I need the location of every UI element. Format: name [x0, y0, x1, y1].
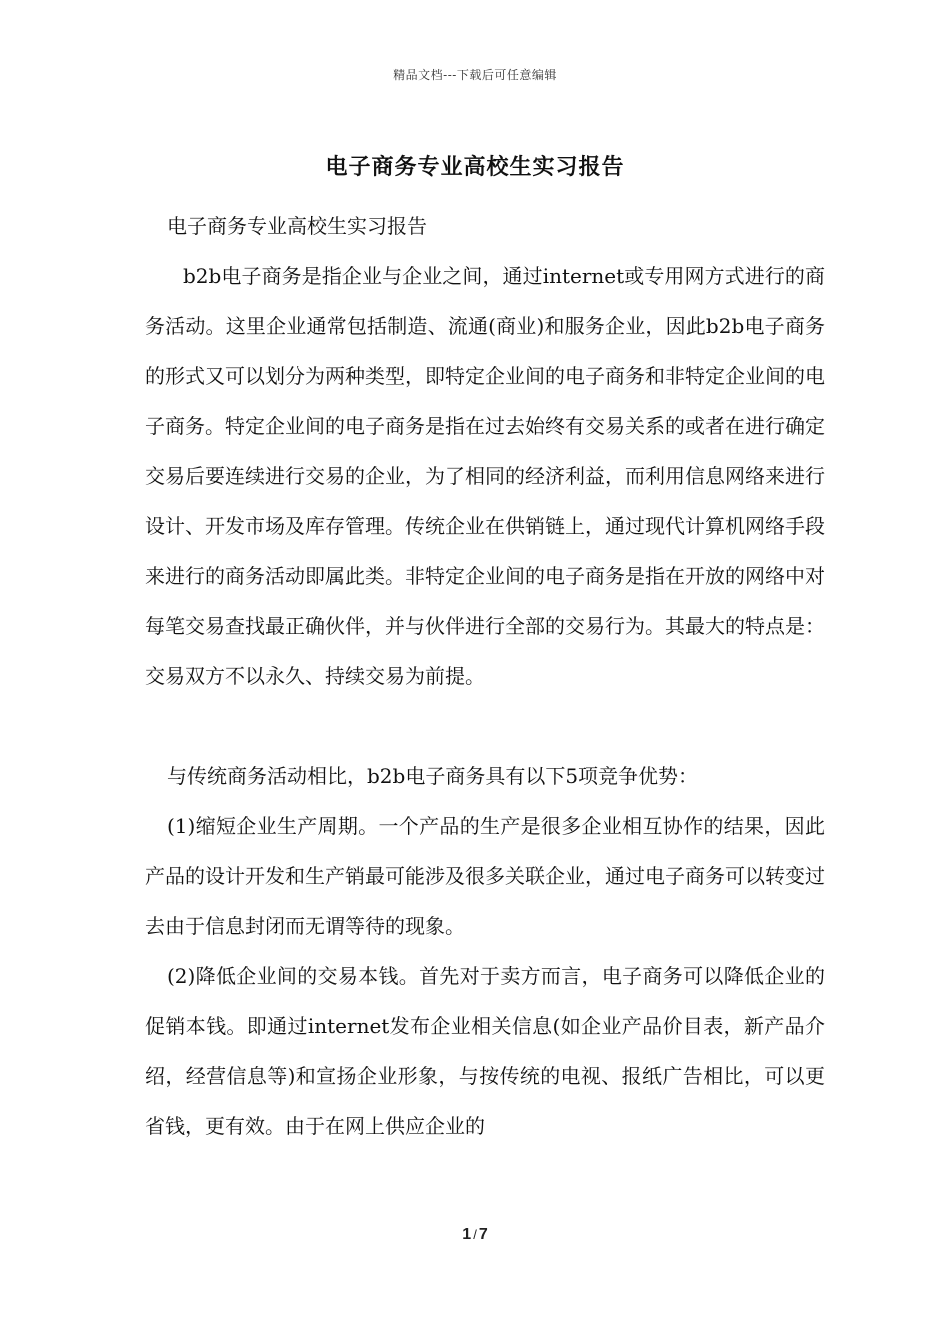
paragraph: 与传统商务活动相比，b2b电子商务具有以下5项竞争优势：: [167, 764, 699, 788]
document-subtitle: 电子商务专业高校生实习报告: [167, 214, 427, 238]
paragraph: (2)降低企业间的交易本钱。首先对于卖方而言，电子商务可以降低企业的促销本钱。即通过internet发布企业相关信息(如企业产品价目表，新产品介绍，经营信息等)和宣扬企业形象，与按传统的电视、报纸广告相比，可以更省钱，更有效。由于在网上供应企业的: [145, 964, 825, 1138]
total-pages-number: 7: [478, 1226, 488, 1243]
page-number: [0, 1226, 950, 1244]
current-page-number: 1: [462, 1226, 472, 1243]
page-header: 精品文档---下载后可任意编辑: [393, 68, 557, 82]
paragraph-spacer: [145, 701, 825, 751]
paragraph: b2b电子商务是指企业与企业之间，通过internet或专用网方式进行的商务活动。这里企业通常包括制造、流通(商业)和服务企业，因此b2b电子商务的形式又可以划分为两种类型，即特定企业间的电子商务和非特定企业间的电子商务。特定企业间的电子商务是指在过去始终有交易关系的或者在进行确定交易后要连续进行交易的企业，为了相同的经济利益，而利用信息网络来进行设计、开发市场及库存管理。传统企业在供销链上，通过现代计算机网络手段来进行的商务活动即属此类。非特定企业间的电子商务是指在开放的网络中对每笔交易查找最正确伙伴，并与伙伴进行全部的交易行为。其最大的特点是：交易双方不以永久、持续交易为前提。: [145, 264, 825, 688]
page-number-separator: /: [473, 1227, 477, 1242]
document-body: [145, 201, 825, 1151]
document-title: 电子商务专业高校生实习报告: [325, 154, 625, 180]
paragraph: (1)缩短企业生产周期。一个产品的生产是很多企业相互协作的结果，因此产品的设计开发和生产销最可能涉及很多关联企业，通过电子商务可以转变过去由于信息封闭而无谓等待的现象。: [145, 814, 825, 938]
